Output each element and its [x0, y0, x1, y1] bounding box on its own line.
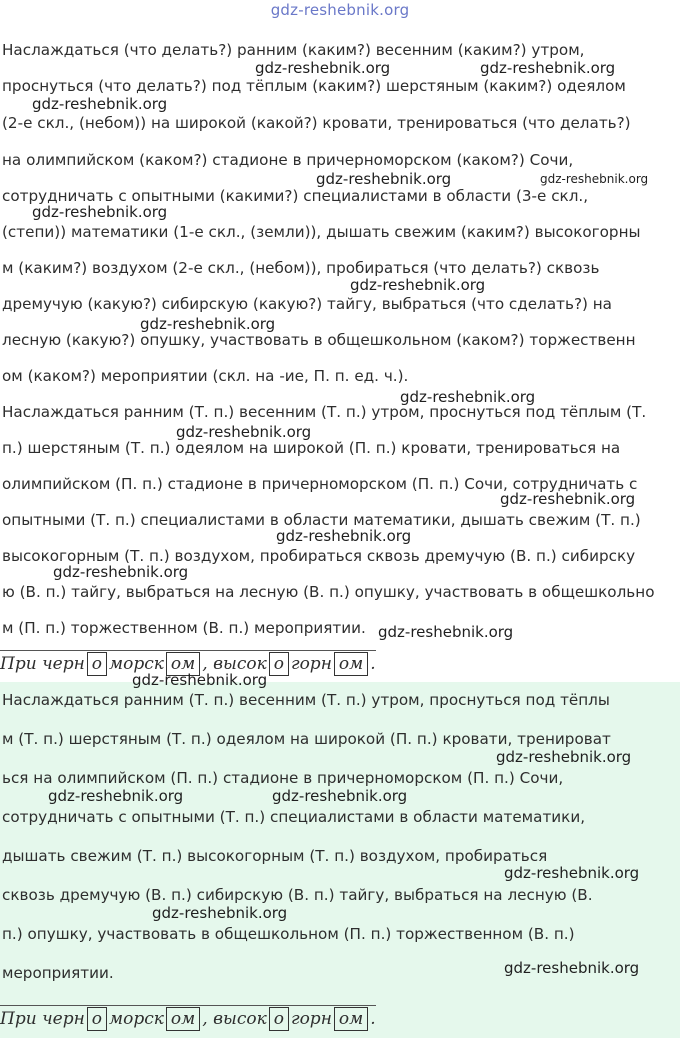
watermark: gdz-reshebnik.org: [350, 276, 486, 294]
root: высок: [213, 654, 267, 674]
text-line: опытными (Т. п.) специалистами в области математики, дышать свежим (Т. п.): [2, 511, 641, 529]
watermark: gdz-reshebnik.org: [53, 563, 189, 581]
text-line: п.) шерстяным (Т. п.) одеялом на широкой (П. п.) кровати, тренироваться на: [2, 439, 621, 457]
prefix: При: [0, 654, 37, 674]
root: горн: [290, 654, 332, 674]
text-line: Наслаждаться (что делать?) ранним (каким?) весенним (каким?) утром,: [2, 41, 585, 59]
watermark: gdz-reshebnik.org: [400, 388, 536, 406]
watermark: gdz-reshebnik.org: [480, 59, 616, 77]
text-line: проснуться (что делать?) под тёплым (каким?) шерстяным (каким?) одеялом: [2, 77, 626, 95]
ending: ом: [166, 1007, 200, 1031]
text-line: ю (В. п.) тайгу, выбраться на лесную (В. п.) опушку, участвовать в общешкольно: [2, 583, 655, 601]
text-line: олимпийском (П. п.) стадионе в причерноморском (П. п.) Сочи, сотрудничать с: [2, 475, 638, 493]
text-line: сквозь дремучую (В. п.) сибирскую (В. п.) тайгу, выбраться на лесную (В.: [2, 886, 593, 904]
connecting-vowel: о: [87, 1007, 107, 1031]
text-line: (2-е скл., (небом)) на широкой (какой?) кровати, тренироваться (что делать?): [2, 114, 631, 132]
text-line: высокогорным (Т. п.) воздухом, пробираться сквозь дремучую (В. п.) сибирску: [2, 547, 636, 565]
root: черн: [42, 1009, 85, 1029]
text-line: ом (каком?) мероприятии (скл. на -ие, П. п. ед. ч.).: [2, 367, 409, 385]
watermark: gdz-reshebnik.org: [176, 423, 312, 441]
text-line: Наслаждаться ранним (Т. п.) весенним (Т. п.) утром, проснуться под тёплы: [2, 691, 610, 709]
watermark: gdz-reshebnik.org: [48, 787, 184, 805]
header-watermark: gdz-reshebnik.org: [270, 1, 410, 19]
text-line: дышать свежим (Т. п.) высокогорным (Т. п.) воздухом, пробираться: [2, 847, 548, 865]
watermark: gdz-reshebnik.org: [276, 527, 412, 545]
text-line: м (П. п.) торжественном (В. п.) мероприятии.: [2, 619, 366, 637]
period: .: [370, 1009, 376, 1029]
watermark: gdz-reshebnik.org: [132, 671, 268, 689]
watermark: gdz-reshebnik.org: [500, 490, 636, 508]
root: горн: [290, 1009, 332, 1029]
text-line: сотрудничать с опытными (Т. п.) специалистами в области математики,: [2, 808, 586, 826]
watermark: gdz-reshebnik.org: [140, 315, 276, 333]
root: высок: [213, 1009, 267, 1029]
watermark: gdz-reshebnik.org: [540, 172, 649, 186]
watermark: gdz-reshebnik.org: [32, 203, 168, 221]
comma: ,: [202, 1009, 208, 1029]
text-line: лесную (какую?) опушку, участвовать в общешкольном (каком?) торжественн: [2, 331, 636, 349]
ending: ом: [166, 652, 200, 676]
text-line: дремучую (какую?) сибирскую (какую?) тайгу, выбраться (что сделать?) на: [2, 295, 612, 313]
comma: ,: [202, 654, 208, 674]
text-line: (степи)) математики (1-е скл., (земли)), дышать свежим (каким?) высокогорны: [2, 223, 641, 241]
morpheme-formula: [0, 1005, 376, 1031]
text-line: на олимпийском (каком?) стадионе в причерноморском (каком?) Сочи,: [2, 151, 574, 169]
text-line: мероприятии.: [2, 964, 114, 982]
connecting-vowel: о: [87, 652, 107, 676]
text-line: п.) опушку, участвовать в общешкольном (П. п.) торжественном (В. п.): [2, 925, 575, 943]
connecting-vowel: о: [269, 1007, 289, 1031]
prefix: При: [0, 1009, 37, 1029]
watermark: gdz-reshebnik.org: [152, 904, 288, 922]
watermark: gdz-reshebnik.org: [378, 623, 514, 641]
root: морск: [109, 1009, 164, 1029]
text-line: сотрудничать с опытными (какими?) специалистами в области (3-е скл.,: [2, 187, 589, 205]
watermark: gdz-reshebnik.org: [504, 959, 640, 977]
watermark: gdz-reshebnik.org: [32, 95, 168, 113]
watermark: gdz-reshebnik.org: [504, 864, 640, 882]
root: черн: [42, 654, 85, 674]
text-line: Наслаждаться ранним (Т. п.) весенним (Т. п.) утром, проснуться под тёплым (Т.: [2, 403, 647, 421]
period: .: [370, 654, 376, 674]
watermark: gdz-reshebnik.org: [496, 748, 632, 766]
watermark: gdz-reshebnik.org: [255, 59, 391, 77]
watermark: gdz-reshebnik.org: [272, 787, 408, 805]
text-line: м (Т. п.) шерстяным (Т. п.) одеялом на широкой (П. п.) кровати, тренироват: [2, 730, 611, 748]
ending: ом: [334, 652, 368, 676]
root: морск: [109, 654, 164, 674]
text-line: м (каким?) воздухом (2-е скл., (небом)), пробираться (что делать?) сквозь: [2, 259, 600, 277]
connecting-vowel: о: [269, 652, 289, 676]
text-line: ься на олимпийском (П. п.) стадионе в причерноморском (П. п.) Сочи,: [2, 769, 564, 787]
watermark: gdz-reshebnik.org: [316, 170, 452, 188]
ending: ом: [334, 1007, 368, 1031]
